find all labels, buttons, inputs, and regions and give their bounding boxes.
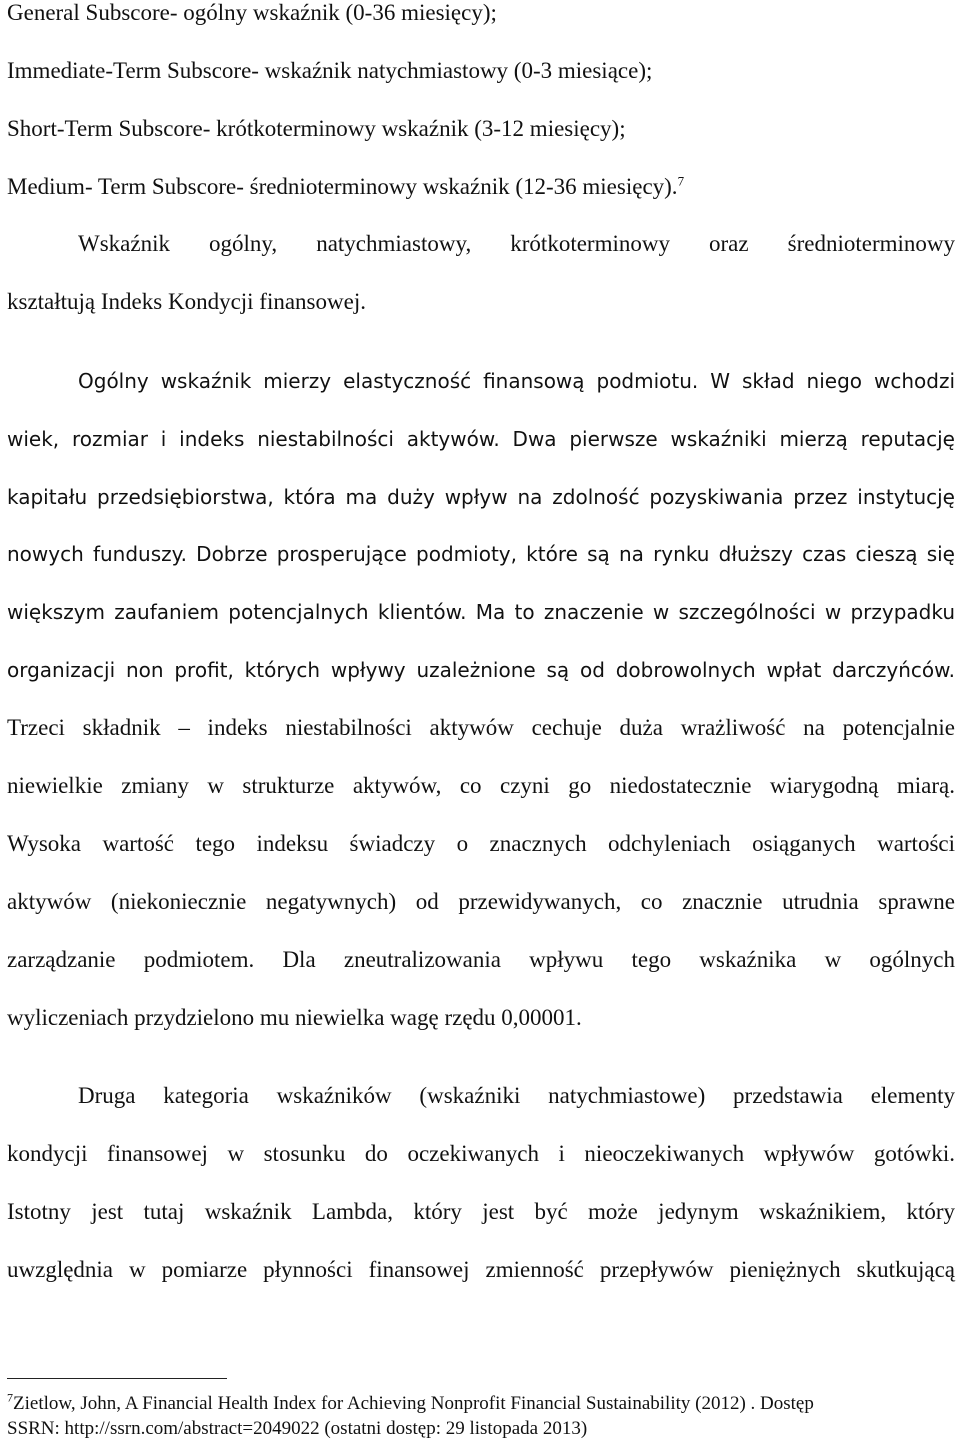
paragraph-3-line-3: Istotny jest tutaj wskaźnik Lambda, który jest być może jedynym wskaźnikiem, który (7, 1199, 955, 1224)
paragraph-2-line-9: Wysoka wartość tego indeksu świadczy o znacznych odchyleniach osiąganych wartości (7, 831, 955, 856)
footnote-line-1 (7, 1390, 955, 1415)
definition-short: Short-Term Subscore- krótkoterminowy wskaźnik (3-12 miesięcy); (7, 116, 626, 141)
paragraph-2-line-7: Trzeci składnik – indeks niestabilności aktywów cechuje duża wrażliwość na potencjalnie (7, 715, 955, 740)
paragraph-3-line-1: Druga kategoria wskaźników (wskaźniki natychmiastowe) przedstawia elementy (78, 1083, 955, 1108)
footnote-divider (7, 1378, 227, 1379)
paragraph-2-line-12: wyliczeniach przydzielono mu niewielka wagę rzędu 0,00001. (7, 1005, 582, 1030)
footnote-citation: Zietlow, John, A Financial Health Index for Achieving Nonprofit Financial Sustainability (2012) . Dostęp (13, 1393, 814, 1414)
paragraph-2-line-5: większym zaufaniem potencjalnych klientów. Ma to znaczenie w szczególności w przypadku (7, 600, 955, 624)
definition-medium (7, 172, 955, 202)
paragraph-2-line-8: niewielkie zmiany w strukturze aktywów, co czyni go niedostatecznie wiarygodną miarą. (7, 773, 955, 798)
paragraph-1-line-2: kształtują Indeks Kondycji finansowej. (7, 289, 366, 314)
definition-general: General Subscore- ogólny wskaźnik (0-36 miesięcy); (7, 0, 497, 25)
paragraph-2-line-1: Ogólny wskaźnik mierzy elastyczność finansową podmiotu. W skład niego wchodzi (78, 369, 955, 393)
paragraph-2-line-6: organizacji non profit, których wpływy uzależnione są od dobrowolnych wpłat darczyńców. (7, 658, 955, 682)
paragraph-3-line-4: uwzględnia w pomiarze płynności finansowej zmienność przepływów pieniężnych skutkującą (7, 1257, 955, 1282)
footnote-line-2: SSRN: http://ssrn.com/abstract=2049022 (ostatni dostęp: 29 listopada 2013) (7, 1418, 588, 1439)
definition-immediate: Immediate-Term Subscore- wskaźnik natychmiastowy (0-3 miesiące); (7, 58, 653, 83)
paragraph-2-line-2: wiek, rozmiar i indeks niestabilności aktywów. Dwa pierwsze wskaźniki mierzą reputację (7, 427, 955, 451)
paragraph-2-line-4: nowych funduszy. Dobrze prosperujące podmioty, które są na rynku dłuższy czas cieszą się (7, 542, 955, 566)
paragraph-2-line-3: kapitału przedsiębiorstwa, która ma duży wpływ na zdolność pozyskiwania przez instytucję (7, 485, 955, 509)
paragraph-1-line-1: Wskaźnik ogólny, natychmiastowy, krótkoterminowy oraz średnioterminowy (78, 231, 955, 256)
paragraph-2-line-10: aktywów (niekoniecznie negatywnych) od przewidywanych, co znacznie utrudnia sprawne (7, 889, 955, 914)
paragraph-3-line-2: kondycji finansowej w stosunku do oczekiwanych i nieoczekiwanych wpływów gotówki. (7, 1141, 955, 1166)
footnote-reference: 7 (677, 173, 685, 189)
paragraph-2-line-11: zarządzanie podmiotem. Dla zneutralizowania wpływu tego wskaźnika w ogólnych (7, 947, 955, 972)
footnote-number: 7 (7, 1390, 13, 1405)
definition-medium-text: Medium- Term Subscore- średnioterminowy wskaźnik (12-36 miesięcy). (7, 174, 678, 199)
